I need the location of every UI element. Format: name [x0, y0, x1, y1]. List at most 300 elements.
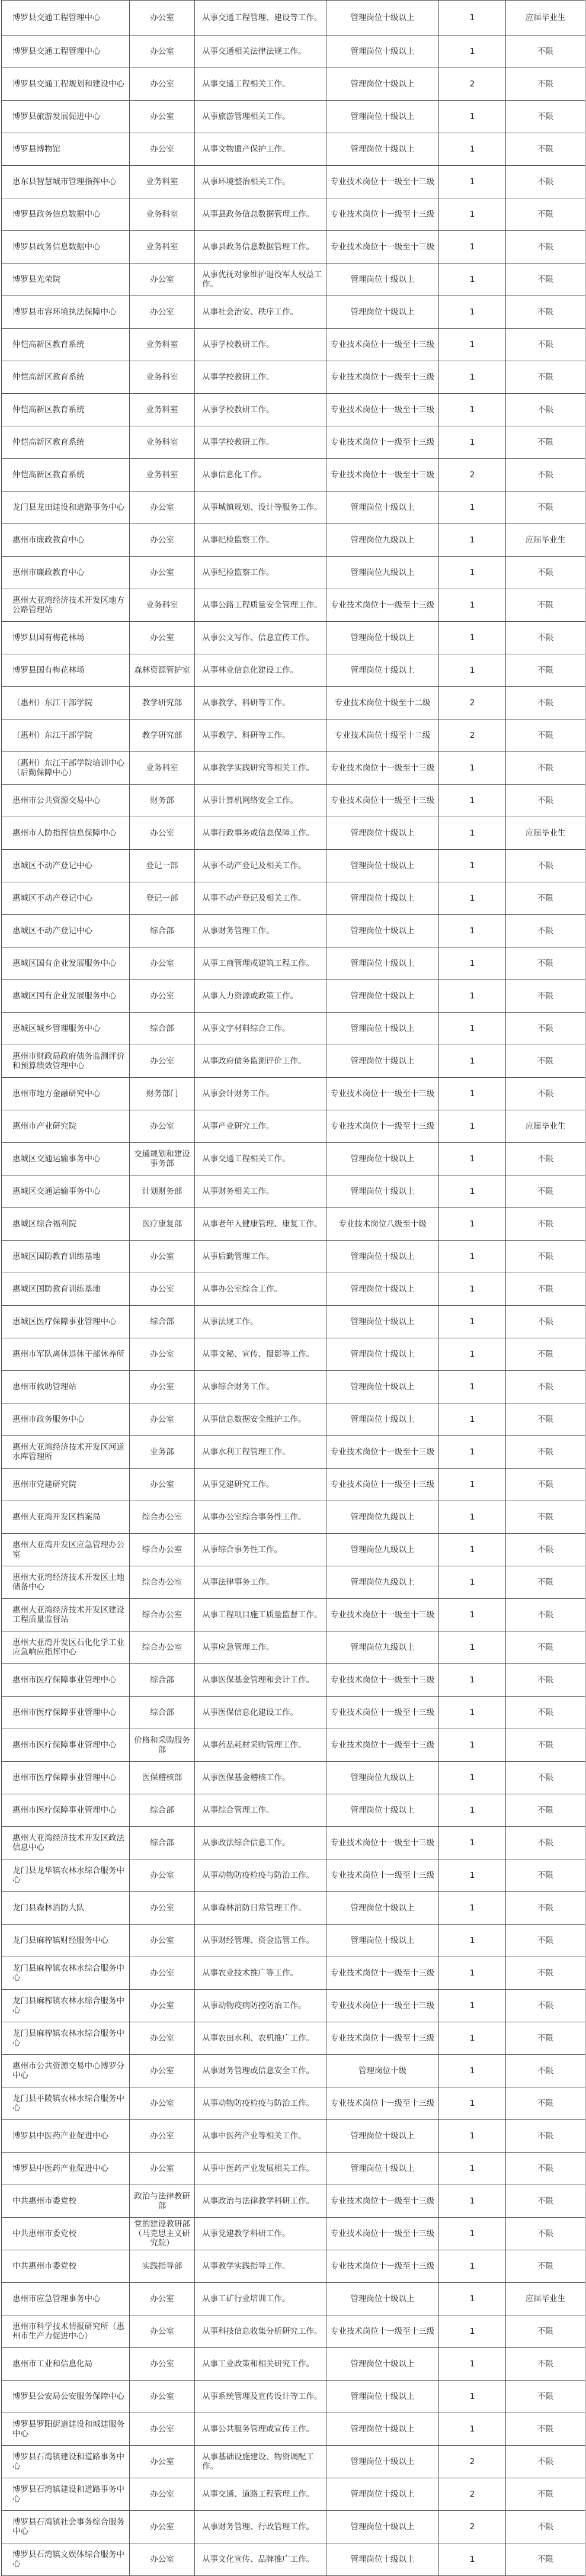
headcount-cell: 1: [439, 2381, 506, 2413]
table-row: [2, 1762, 585, 1794]
unit-name-cell: （惠州）东江干部学院培训中心（后勤保障中心）: [2, 752, 130, 785]
unit-name-cell: 博罗县博物馆: [2, 133, 130, 166]
position-level-cell: 管理岗位九级以上: [326, 1534, 439, 1566]
job-duty-cell: 从事优抚对象维护退役军人权益工作。: [195, 264, 326, 296]
candidate-type-cell: 不限: [506, 2381, 585, 2413]
position-level-cell: 管理岗位十级以上: [326, 1241, 439, 1273]
unit-name-cell: 仲恺高新区教育系统: [2, 459, 130, 492]
department-cell: 业务科室: [130, 361, 195, 394]
candidate-type-cell: 不限: [506, 1078, 585, 1110]
position-level-cell: 管理岗位十级以上: [326, 1, 439, 36]
department-cell: 办公室: [130, 1, 195, 36]
position-level-cell: 管理岗位十级以上: [326, 622, 439, 654]
position-level-cell: 专业技术岗位十一级至十三级: [326, 2022, 439, 2055]
department-cell: 综合部: [130, 1697, 195, 1729]
headcount-cell: 1: [439, 1371, 506, 1403]
table-row: [2, 296, 585, 329]
table-row: [2, 1697, 585, 1729]
candidate-type-cell: 不限: [506, 1371, 585, 1403]
job-duty-cell: 从事医保基金管理和会计工作。: [195, 1664, 326, 1697]
position-level-cell: 管理岗位十级以上: [326, 654, 439, 687]
department-cell: 办公室: [130, 133, 195, 166]
table-row: [2, 1273, 585, 1306]
position-level-cell: 管理岗位十级以上: [326, 947, 439, 980]
headcount-cell: 1: [439, 1436, 506, 1469]
positions-table: [1, 0, 585, 2576]
candidate-type-cell: 不限: [506, 1469, 585, 1501]
headcount-cell: 1: [439, 1143, 506, 1175]
position-level-cell: 专业技术岗位十一级至十三级: [326, 752, 439, 785]
candidate-type-cell: 不限: [506, 2055, 585, 2087]
unit-name-cell: 惠州市产业研究院: [2, 1110, 130, 1143]
headcount-cell: 1: [439, 2315, 506, 2348]
position-level-cell: 专业技术岗位十一级至十三级: [326, 2315, 439, 2348]
job-duty-cell: 从事办公室综合工作。: [195, 1273, 326, 1306]
job-duty-cell: 从事交通相关法律法规工作。: [195, 36, 326, 68]
position-level-cell: 管理岗位九级以上: [326, 524, 439, 557]
unit-name-cell: 龙门县麻榨镇农林水综合服务中心: [2, 1990, 130, 2022]
headcount-cell: 1: [439, 264, 506, 296]
job-duty-cell: 从事文字材料综合工作。: [195, 1013, 326, 1045]
headcount-cell: 1: [439, 394, 506, 426]
candidate-type-cell: 不限: [506, 296, 585, 329]
unit-name-cell: 中共惠州市委党校: [2, 2218, 130, 2250]
table-row: [2, 101, 585, 133]
job-duty-cell: 从事学校教研工作。: [195, 329, 326, 361]
table-row: [2, 1143, 585, 1175]
table-row: [2, 1208, 585, 1241]
position-level-cell: 管理岗位十级以上: [326, 2283, 439, 2315]
job-duty-cell: 从事行政事务或信息保障工作。: [195, 817, 326, 850]
headcount-cell: 1: [439, 198, 506, 231]
unit-name-cell: （惠州）东江干部学院: [2, 720, 130, 752]
table-row: [2, 1925, 585, 1957]
position-level-cell: 管理岗位十级以上: [326, 2511, 439, 2543]
candidate-type-cell: 不限: [506, 1143, 585, 1175]
department-cell: 办公室: [130, 1241, 195, 1273]
job-duty-cell: 从事教学实践指导工作。: [195, 2250, 326, 2283]
headcount-cell: 1: [439, 1892, 506, 1925]
unit-name-cell: 博罗县中医药产业促进中心: [2, 2120, 130, 2153]
candidate-type-cell: 不限: [506, 1957, 585, 1990]
unit-name-cell: 惠州市科学技术情报研究所（惠州市生产力促进中心）: [2, 2315, 130, 2348]
position-level-cell: 专业技术岗位十一级至十三级: [326, 1110, 439, 1143]
job-duty-cell: 从事系统管理及宣传设计等工作。: [195, 2381, 326, 2413]
table-row: [2, 1241, 585, 1273]
job-duty-cell: 从事基础设施建设、物资调配工作。: [195, 2446, 326, 2478]
headcount-cell: 1: [439, 2022, 506, 2055]
job-duty-cell: 从事财务管理或信息安全工作。: [195, 2055, 326, 2087]
headcount-cell: 1: [439, 850, 506, 882]
headcount-cell: 1: [439, 524, 506, 557]
headcount-cell: 1: [439, 980, 506, 1013]
candidate-type-cell: 不限: [506, 1241, 585, 1273]
department-cell: 业务科室: [130, 752, 195, 785]
table-row: [2, 1371, 585, 1403]
candidate-type-cell: 不限: [506, 1990, 585, 2022]
position-level-cell: 专业技术岗位十一级至十三级: [326, 589, 439, 622]
position-level-cell: 管理岗位十级以上: [326, 1338, 439, 1371]
headcount-cell: 1: [439, 785, 506, 817]
headcount-cell: 1: [439, 1045, 506, 1078]
candidate-type-cell: 不限: [506, 654, 585, 687]
unit-name-cell: 惠城区交通运输事务中心: [2, 1175, 130, 1208]
headcount-cell: 1: [439, 231, 506, 264]
job-duty-cell: 从事学校教研工作。: [195, 361, 326, 394]
position-level-cell: 管理岗位十级以上: [326, 2478, 439, 2511]
headcount-cell: 1: [439, 296, 506, 329]
table-row: [2, 426, 585, 459]
table-row: [2, 817, 585, 850]
unit-name-cell: 仲恺高新区教育系统: [2, 361, 130, 394]
table-row: [2, 720, 585, 752]
department-cell: 综合办公室: [130, 1566, 195, 1599]
job-duty-cell: 从事社会治安、秩序工作。: [195, 296, 326, 329]
department-cell: 办公室: [130, 2478, 195, 2511]
headcount-cell: 1: [439, 329, 506, 361]
candidate-type-cell: 不限: [506, 1762, 585, 1794]
unit-name-cell: 龙门县龙田建设和道路事务中心: [2, 492, 130, 524]
candidate-type-cell: 不限: [506, 1013, 585, 1045]
job-duty-cell: 从事动物疫病防控防治工作。: [195, 1990, 326, 2022]
candidate-type-cell: 不限: [506, 2087, 585, 2120]
job-duty-cell: 从事不动产登记及相关工作。: [195, 882, 326, 915]
table-row: [2, 1729, 585, 1762]
unit-name-cell: 龙门县麻榨镇财经服务中心: [2, 1925, 130, 1957]
headcount-cell: 1: [439, 2185, 506, 2218]
position-level-cell: 管理岗位九级以上: [326, 1501, 439, 1534]
unit-name-cell: 龙门县麻榨镇农林水综合服务中心: [2, 1957, 130, 1990]
position-level-cell: 管理岗位十级以上: [326, 882, 439, 915]
department-cell: 综合办公室: [130, 1599, 195, 1631]
department-cell: 教学研究部: [130, 720, 195, 752]
headcount-cell: 1: [439, 1501, 506, 1534]
department-cell: 办公室: [130, 947, 195, 980]
department-cell: 办公室: [130, 1892, 195, 1925]
candidate-type-cell: 不限: [506, 394, 585, 426]
unit-name-cell: 惠州大亚湾开发区档案局: [2, 1501, 130, 1534]
job-duty-cell: 从事工矿行业培训工作。: [195, 2283, 326, 2315]
candidate-type-cell: 不限: [506, 361, 585, 394]
job-duty-cell: 从事学校教研工作。: [195, 426, 326, 459]
unit-name-cell: 博罗县交通工程管理中心: [2, 36, 130, 68]
candidate-type-cell: 不限: [506, 2120, 585, 2153]
headcount-cell: 1: [439, 1794, 506, 1827]
department-cell: 办公室: [130, 2283, 195, 2315]
position-level-cell: 专业技术岗位十一级至十三级: [326, 785, 439, 817]
job-duty-cell: 从事综合财务工作。: [195, 1371, 326, 1403]
position-level-cell: 专业技术岗位十一级至十三级: [326, 166, 439, 198]
job-duty-cell: 从事应急管理工作。: [195, 1631, 326, 1664]
candidate-type-cell: 不限: [506, 1208, 585, 1241]
candidate-type-cell: 不限: [506, 1599, 585, 1631]
table-row: [2, 2153, 585, 2185]
table-row: [2, 1469, 585, 1501]
job-duty-cell: 从事财务相关工作。: [195, 1175, 326, 1208]
job-duty-cell: 从事会计财务工作。: [195, 1078, 326, 1110]
table-row: [2, 492, 585, 524]
job-duty-cell: 从事纪检监察工作。: [195, 524, 326, 557]
headcount-cell: 1: [439, 1306, 506, 1338]
table-row: [2, 2120, 585, 2153]
table-row: [2, 1013, 585, 1045]
candidate-type-cell: 不限: [506, 329, 585, 361]
department-cell: 综合办公室: [130, 1534, 195, 1566]
candidate-type-cell: 不限: [506, 752, 585, 785]
headcount-cell: 1: [439, 133, 506, 166]
position-level-cell: 管理岗位九级以上: [326, 1762, 439, 1794]
department-cell: 业务科室: [130, 394, 195, 426]
headcount-cell: 1: [439, 2250, 506, 2283]
headcount-cell: 1: [439, 1859, 506, 1892]
job-duty-cell: 从事旅游管理相关工作。: [195, 101, 326, 133]
table-row: [2, 1078, 585, 1110]
candidate-type-cell: 不限: [506, 1273, 585, 1306]
candidate-type-cell: 不限: [506, 2218, 585, 2250]
job-duty-cell: 从事药品耗材采购管理工作。: [195, 1729, 326, 1762]
table-row: [2, 1794, 585, 1827]
headcount-cell: 1: [439, 2153, 506, 2185]
department-cell: 办公室: [130, 264, 195, 296]
candidate-type-cell: 不限: [506, 2153, 585, 2185]
department-cell: 业务科室: [130, 329, 195, 361]
candidate-type-cell: 不限: [506, 622, 585, 654]
department-cell: 党的建设教研部（马克思主义研究院）: [130, 2218, 195, 2250]
position-level-cell: 专业技术岗位十级至十二级: [326, 687, 439, 720]
department-cell: 财务部: [130, 785, 195, 817]
headcount-cell: 1: [439, 2348, 506, 2381]
table-row: [2, 2185, 585, 2218]
candidate-type-cell: 不限: [506, 1338, 585, 1371]
department-cell: 办公室: [130, 68, 195, 101]
unit-name-cell: 仲恺高新区教育系统: [2, 329, 130, 361]
candidate-type-cell: 不限: [506, 980, 585, 1013]
unit-name-cell: 惠州市医疗保障事业管理中心: [2, 1729, 130, 1762]
unit-name-cell: 惠州市地方金融研究中心: [2, 1078, 130, 1110]
table-row: [2, 1306, 585, 1338]
headcount-cell: 1: [439, 1, 506, 36]
department-cell: 办公室: [130, 1338, 195, 1371]
candidate-type-cell: 不限: [506, 426, 585, 459]
candidate-type-cell: 不限: [506, 2478, 585, 2511]
position-level-cell: 管理岗位十级以上: [326, 36, 439, 68]
department-cell: 办公室: [130, 524, 195, 557]
job-duty-cell: 从事教学实践研究等相关工作。: [195, 752, 326, 785]
headcount-cell: 1: [439, 1403, 506, 1436]
department-cell: 综合部: [130, 1013, 195, 1045]
department-cell: 办公室: [130, 2413, 195, 2446]
candidate-type-cell: 不限: [506, 68, 585, 101]
table-row: [2, 1990, 585, 2022]
department-cell: 综合办公室: [130, 1501, 195, 1534]
department-cell: 办公室: [130, 2022, 195, 2055]
headcount-cell: 1: [439, 915, 506, 947]
table-row: [2, 329, 585, 361]
department-cell: 办公室: [130, 622, 195, 654]
department-cell: 综合部: [130, 915, 195, 947]
candidate-type-cell: 不限: [506, 2446, 585, 2478]
unit-name-cell: 惠城区国防教育训练基地: [2, 1273, 130, 1306]
candidate-type-cell: 不限: [506, 589, 585, 622]
table-row: [2, 1534, 585, 1566]
candidate-type-cell: 不限: [506, 557, 585, 589]
table-row: [2, 2543, 585, 2576]
job-duty-cell: 从事文物遗产保护工作。: [195, 133, 326, 166]
candidate-type-cell: 不限: [506, 1175, 585, 1208]
job-duty-cell: 从事学校教研工作。: [195, 394, 326, 426]
table-row: [2, 882, 585, 915]
candidate-type-cell: 不限: [506, 2511, 585, 2543]
unit-name-cell: 惠州大亚湾经济技术开发区政法信息中心: [2, 1827, 130, 1859]
job-duty-cell: 从事信息化工作。: [195, 459, 326, 492]
table-row: [2, 785, 585, 817]
candidate-type-cell: 不限: [506, 101, 585, 133]
job-duty-cell: 从事办公室综合事务性工作。: [195, 1501, 326, 1534]
table-row: [2, 394, 585, 426]
unit-name-cell: 惠州市医疗保障事业管理中心: [2, 1762, 130, 1794]
table-row: [2, 2022, 585, 2055]
job-duty-cell: 从事工业政策和相关研究工作。: [195, 2348, 326, 2381]
candidate-type-cell: 不限: [506, 1566, 585, 1599]
unit-name-cell: （惠州）东江干部学院: [2, 687, 130, 720]
position-level-cell: 管理岗位十级以上: [326, 1794, 439, 1827]
table-row: [2, 166, 585, 198]
table-row: [2, 459, 585, 492]
department-cell: 办公室: [130, 2315, 195, 2348]
unit-name-cell: 惠州大亚湾经济技术开发区地方公路管理站: [2, 589, 130, 622]
headcount-cell: 1: [439, 1631, 506, 1664]
table-row: [2, 231, 585, 264]
table-row: [2, 1957, 585, 1990]
department-cell: 教学研究部: [130, 687, 195, 720]
candidate-type-cell: 不限: [506, 720, 585, 752]
table-row: [2, 198, 585, 231]
department-cell: 办公室: [130, 2120, 195, 2153]
table-row: [2, 1, 585, 36]
position-level-cell: 管理岗位十级以上: [326, 1143, 439, 1175]
position-level-cell: 管理岗位十级以上: [326, 2120, 439, 2153]
job-duty-cell: 从事工商管理或建筑工程工作。: [195, 947, 326, 980]
candidate-type-cell: 不限: [506, 882, 585, 915]
table-row: [2, 2055, 585, 2087]
headcount-cell: 1: [439, 1827, 506, 1859]
table-row: [2, 1859, 585, 1892]
table-row: [2, 2511, 585, 2543]
candidate-type-cell: 不限: [506, 947, 585, 980]
department-cell: 办公室: [130, 1859, 195, 1892]
position-level-cell: 管理岗位十级以上: [326, 2413, 439, 2446]
table-row: [2, 1599, 585, 1631]
position-level-cell: 专业技术岗位十一级至十三级: [326, 329, 439, 361]
position-level-cell: 专业技术岗位十一级至十三级: [326, 2250, 439, 2283]
position-level-cell: 管理岗位十级以上: [326, 2543, 439, 2576]
position-level-cell: 专业技术岗位十一级至十三级: [326, 2087, 439, 2120]
headcount-cell: 1: [439, 2543, 506, 2576]
table-row: [2, 1664, 585, 1697]
position-level-cell: 管理岗位十级以上: [326, 1045, 439, 1078]
candidate-type-cell: 不限: [506, 133, 585, 166]
department-cell: 医疗康复部: [130, 1208, 195, 1241]
candidate-type-cell: 不限: [506, 2413, 585, 2446]
headcount-cell: 2: [439, 2478, 506, 2511]
table-row: [2, 1175, 585, 1208]
job-duty-cell: 从事党建研究工作。: [195, 1469, 326, 1501]
position-level-cell: 专业技术岗位八级至十级: [326, 1208, 439, 1241]
table-row: [2, 915, 585, 947]
candidate-type-cell: 不限: [506, 1859, 585, 1892]
candidate-type-cell: 不限: [506, 1925, 585, 1957]
department-cell: 医保稽核部: [130, 1762, 195, 1794]
table-row: [2, 1892, 585, 1925]
position-level-cell: 管理岗位十级以上: [326, 2348, 439, 2381]
unit-name-cell: 博罗县光荣院: [2, 264, 130, 296]
department-cell: 办公室: [130, 2381, 195, 2413]
department-cell: 办公室: [130, 1273, 195, 1306]
position-level-cell: 管理岗位十级以上: [326, 1306, 439, 1338]
candidate-type-cell: 不限: [506, 2543, 585, 2576]
department-cell: 实践指导部: [130, 2250, 195, 2283]
unit-name-cell: 博罗县政务信息数据中心: [2, 231, 130, 264]
headcount-cell: 1: [439, 882, 506, 915]
department-cell: 办公室: [130, 557, 195, 589]
department-cell: 森林资源管护室: [130, 654, 195, 687]
position-level-cell: 专业技术岗位十一级至十三级: [326, 1990, 439, 2022]
department-cell: 登记一部: [130, 882, 195, 915]
position-level-cell: 专业技术岗位十一级至十三级: [326, 1957, 439, 1990]
unit-name-cell: 博罗县罗阳街道建设和城建服务中心: [2, 2413, 130, 2446]
unit-name-cell: 惠州市政务服务中心: [2, 1403, 130, 1436]
job-duty-cell: 从事县政务信息数据管理工作。: [195, 198, 326, 231]
headcount-cell: 1: [439, 2283, 506, 2315]
headcount-cell: 1: [439, 2218, 506, 2250]
job-duty-cell: 从事法规工作。: [195, 1306, 326, 1338]
table-row: [2, 1403, 585, 1436]
unit-name-cell: 惠州市廉政教育中心: [2, 524, 130, 557]
job-duty-cell: 从事动物防疫检疫与防治工作。: [195, 2087, 326, 2120]
department-cell: 办公室: [130, 101, 195, 133]
candidate-type-cell: 不限: [506, 1892, 585, 1925]
candidate-type-cell: 不限: [506, 915, 585, 947]
position-level-cell: 管理岗位十级以上: [326, 1175, 439, 1208]
unit-name-cell: 博罗县旅游发展促进中心: [2, 101, 130, 133]
candidate-type-cell: 不限: [506, 1827, 585, 1859]
headcount-cell: 1: [439, 1664, 506, 1697]
job-duty-cell: 从事动物防疫检疫与防治工作。: [195, 1859, 326, 1892]
department-cell: 综合部: [130, 1306, 195, 1338]
candidate-type-cell: 不限: [506, 264, 585, 296]
unit-name-cell: 惠城区国有企业发展服务中心: [2, 947, 130, 980]
position-level-cell: 管理岗位十级以上: [326, 2153, 439, 2185]
candidate-type-cell: 不限: [506, 1697, 585, 1729]
unit-name-cell: 惠城区综合福利院: [2, 1208, 130, 1241]
position-level-cell: 专业技术岗位十一级至十三级: [326, 361, 439, 394]
position-level-cell: 管理岗位十级以上: [326, 1925, 439, 1957]
department-cell: 办公室: [130, 2348, 195, 2381]
headcount-cell: 1: [439, 1469, 506, 1501]
headcount-cell: 1: [439, 1241, 506, 1273]
unit-name-cell: 博罗县石湾镇文娱体综合服务中心: [2, 2543, 130, 2576]
headcount-cell: 1: [439, 1175, 506, 1208]
department-cell: 业务科室: [130, 589, 195, 622]
table-row: [2, 264, 585, 296]
candidate-type-cell: 不限: [506, 1664, 585, 1697]
table-row: [2, 361, 585, 394]
table-row: [2, 524, 585, 557]
job-duty-cell: 从事林业信息化建设工作。: [195, 654, 326, 687]
candidate-type-cell: 不限: [506, 1501, 585, 1534]
position-level-cell: 管理岗位十级以上: [326, 1013, 439, 1045]
unit-name-cell: 惠城区国防教育训练基地: [2, 1241, 130, 1273]
